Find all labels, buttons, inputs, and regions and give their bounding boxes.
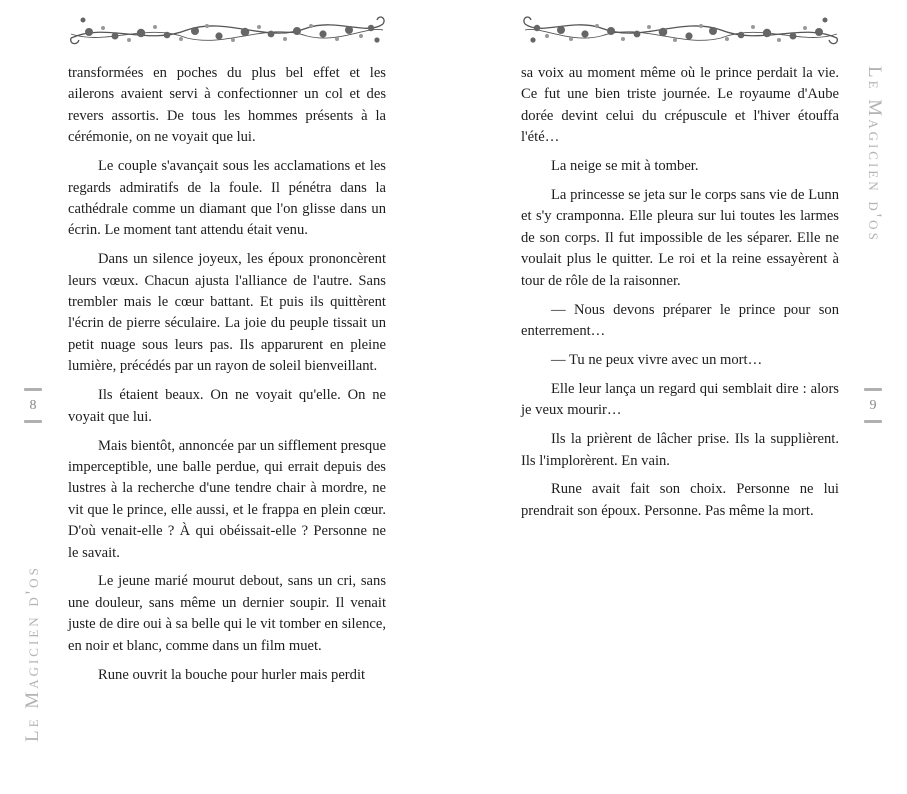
paragraph: La princesse se jeta sur le corps sans vie de Lunn et s'y cramponna. Elle pleura sur lui toutes les larmes de son corps. Il fut impossible de les séparer. Elle ne voulait plus le quitter. Le roi et la reine essayèrent à tour de rôle de la raisonner. <box>521 187 839 289</box>
paragraph: sa voix au moment même où le prince perdait la vie. Ce fut une bien triste journée. Le royaume d'Aube dorée devint celui du crépuscule et l'hiver étouffa l'été… <box>521 65 839 146</box>
page-number-left <box>23 388 43 423</box>
left-page <box>0 0 453 794</box>
folio-bar <box>24 420 42 423</box>
running-title-right: Le Magicien d'os <box>864 66 885 243</box>
paragraph: Ils la prièrent de lâcher prise. Ils la supplièrent. Ils l'implorèrent. En vain. <box>521 431 839 469</box>
page-number: 9 <box>869 398 877 413</box>
paragraph: La neige se mit à tomber. <box>551 158 699 175</box>
right-page-body <box>521 63 839 530</box>
paragraph: Dans un silence joyeux, les époux prononcèrent leurs vœux. Chacun ajusta l'alliance de l'autre. Sans trembler mais le cœur battant. Et puis ils quittèrent l'écrin de pierre séculaire. La joie du peuple tissait un petit nuage sous leurs pas. Ils apparurent en pleine lumière, précédés par un rayon de soleil bienveillant. <box>68 251 386 375</box>
paragraph: Le couple s'avançait sous les acclamations et les regards admiratifs de la foule. Il pénétra dans la cathédrale comme un diamant que l'on glisse dans un écrin. Le moment tant attendu était venu. <box>68 158 386 239</box>
paragraph: Rune ouvrit la bouche pour hurler mais perdit <box>98 666 366 683</box>
floral-vine-ornament-icon <box>67 12 387 50</box>
running-title-left: Le Magicien d'os <box>22 565 43 742</box>
paragraph: — Tu ne peux vivre avec un mort… <box>551 351 763 368</box>
paragraph: Ils étaient beaux. On ne voyait qu'elle. On ne voyait que lui. <box>68 387 386 425</box>
paragraph: Rune avait fait son choix. Personne ne lui prendrait son époux. Personne. Pas même la mort. <box>521 481 839 519</box>
page-number: 8 <box>29 398 37 413</box>
floral-vine-ornament-icon <box>521 12 841 50</box>
paragraph: Le jeune marié mourut debout, sans un cri, sans une douleur, sans même un dernier soupir. Il venait juste de dire oui à sa belle qui le vit tomber en silence, en noir et blanc, comme dans un film muet. <box>68 573 386 654</box>
right-page <box>453 0 907 794</box>
paragraph: Mais bientôt, annoncée par un sifflement presque imperceptible, une balle perdue, qui errait depuis des lustres à la recherche d'une tendre chair à mordre, ne vit que le prince, elle aussi, et le frappa en plein cœur. D'où venait-elle ? À qui obéissait-elle ? Personne ne le savait. <box>68 437 386 561</box>
paragraph: transformées en poches du plus bel effet et les ailerons avaient servi à confectionner un col et des revers assortis. De tous les hommes présents à la cérémonie, on ne voyait que lui. <box>68 65 386 146</box>
folio-bar <box>864 420 882 423</box>
left-page-body <box>68 63 386 693</box>
paragraph: Elle leur lança un regard qui semblait dire : alors je veux mourir… <box>521 380 839 419</box>
paragraph: — Nous devons préparer le prince pour son enterrement… <box>521 301 839 339</box>
page-number-right <box>863 388 883 423</box>
